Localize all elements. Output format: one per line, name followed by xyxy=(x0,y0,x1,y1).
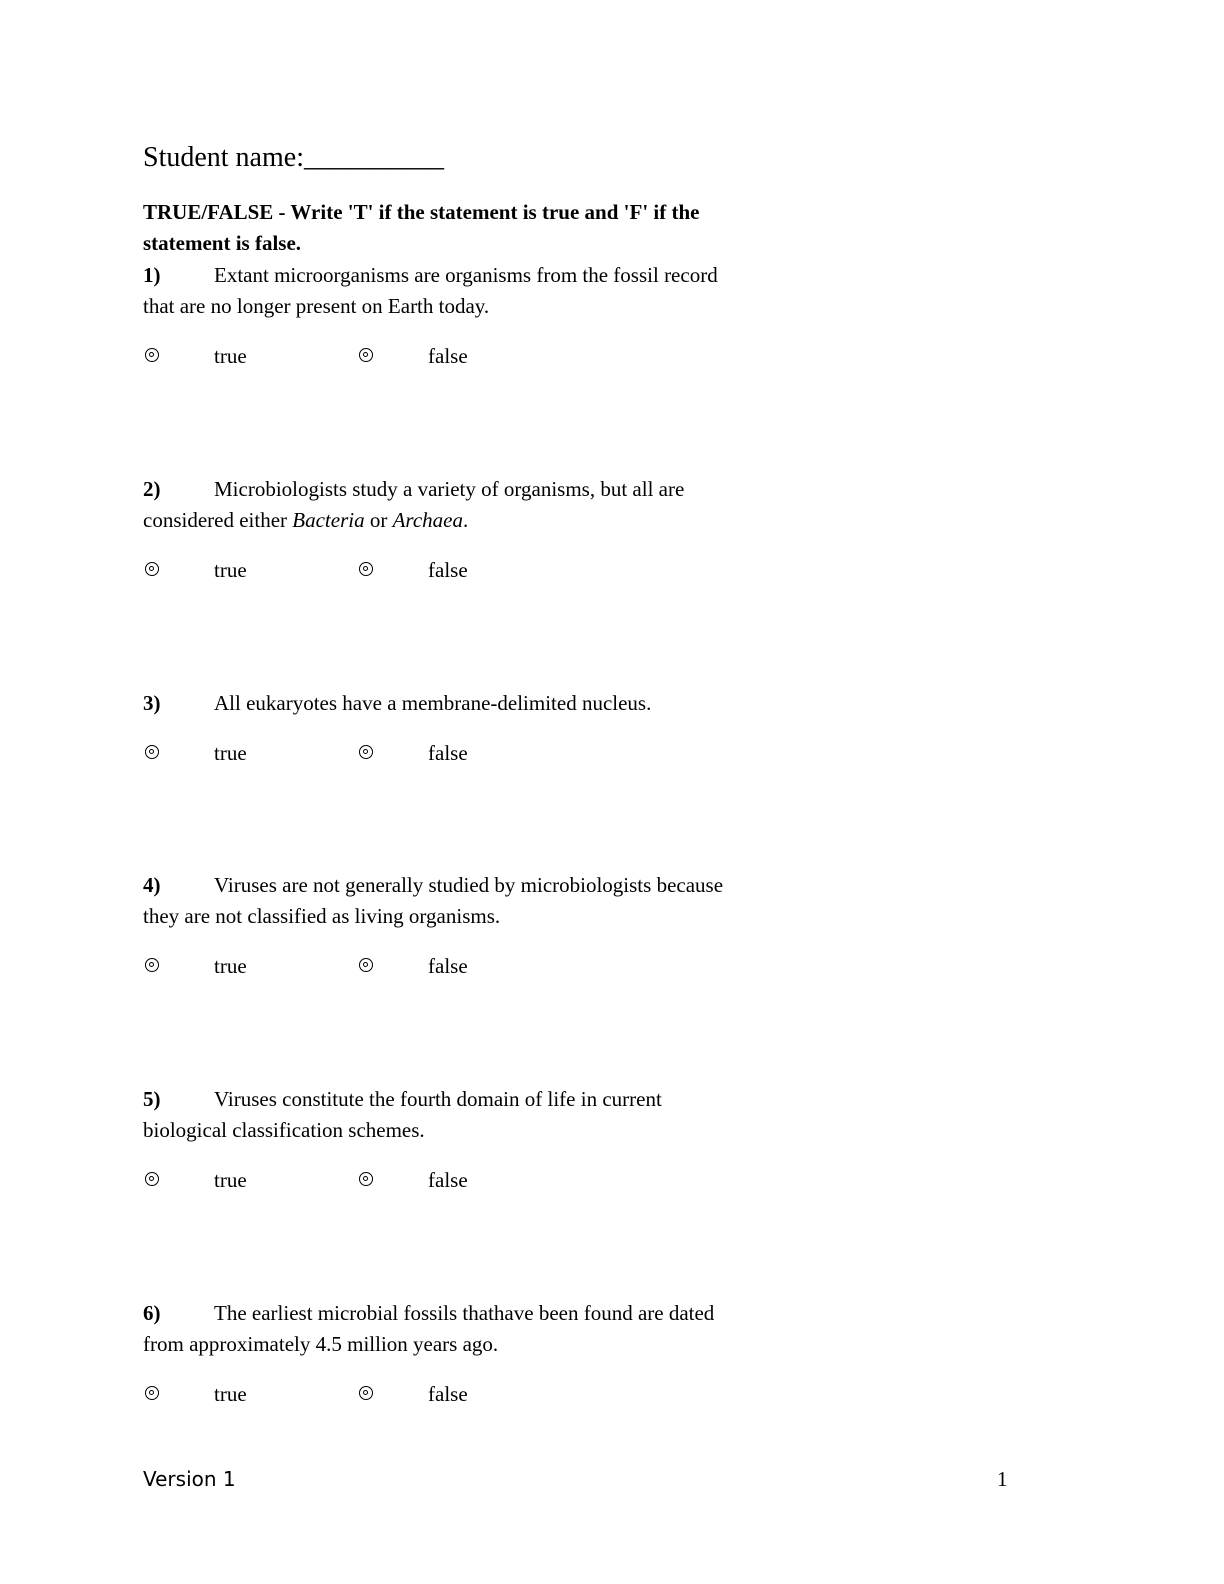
question-text xyxy=(143,1084,743,1146)
true-option-label[interactable]: true xyxy=(214,741,247,765)
question-text xyxy=(143,1298,743,1360)
true-radio-icon[interactable] xyxy=(145,562,159,576)
question-number: 3) xyxy=(143,691,161,715)
question-statement: The earliest microbial fossils thathave been found are dated from approximately 4.5 million years ago. xyxy=(143,1301,715,1356)
question-statement: Extant microorganisms are organisms from the fossil record that are no longer present on Earth today. xyxy=(143,263,718,318)
true-option-label[interactable]: true xyxy=(214,344,247,368)
false-radio-icon[interactable] xyxy=(359,1386,373,1400)
question-text xyxy=(143,260,743,322)
page-number: 1 xyxy=(997,1467,1008,1491)
true-option-label[interactable]: true xyxy=(214,954,247,978)
true-radio-icon[interactable] xyxy=(145,745,159,759)
question-statement: Viruses are not generally studied by microbiologists because they are not classified as living organisms. xyxy=(143,873,724,928)
answer-choices xyxy=(143,738,743,768)
italic-term-archaea: Archaea xyxy=(392,508,463,532)
question-connector: or xyxy=(364,508,393,532)
true-radio-icon[interactable] xyxy=(145,1172,159,1186)
true-option-label[interactable]: true xyxy=(214,558,247,582)
true-option-label[interactable]: true xyxy=(214,1168,247,1192)
question-text xyxy=(143,870,743,932)
question-6 xyxy=(143,1298,743,1409)
question-2 xyxy=(143,474,743,585)
false-option-label[interactable]: false xyxy=(428,558,468,582)
false-radio-icon[interactable] xyxy=(359,1172,373,1186)
false-option-label[interactable]: false xyxy=(428,344,468,368)
question-number: 1) xyxy=(143,263,161,287)
question-text xyxy=(143,688,743,719)
false-radio-icon[interactable] xyxy=(359,745,373,759)
footer-version: Version 1 xyxy=(143,1467,236,1491)
question-end: . xyxy=(462,508,469,532)
true-radio-icon[interactable] xyxy=(145,348,159,362)
question-number: 6) xyxy=(143,1301,161,1325)
answer-choices xyxy=(143,1379,743,1409)
false-option-label[interactable]: false xyxy=(428,741,468,765)
question-number: 4) xyxy=(143,873,161,897)
question-text xyxy=(143,474,743,536)
question-5 xyxy=(143,1084,743,1195)
false-radio-icon[interactable] xyxy=(359,562,373,576)
answer-choices xyxy=(143,1165,743,1195)
question-statement: All eukaryotes have a membrane-delimited nucleus. xyxy=(214,691,652,715)
answer-choices xyxy=(143,341,743,371)
student-name-label: Student name:__________ xyxy=(143,142,444,173)
question-1 xyxy=(143,260,743,371)
question-3 xyxy=(143,688,743,768)
answer-choices xyxy=(143,555,743,585)
instructions-heading: TRUE/FALSE - Write 'T' if the statement is true and 'F' if the statement is false. xyxy=(143,200,700,255)
question-statement: Microbiologists study a variety of organisms, but all are considered either xyxy=(143,477,685,532)
false-radio-icon[interactable] xyxy=(359,958,373,972)
question-statement: Viruses constitute the fourth domain of life in current biological classification schemes. xyxy=(143,1087,662,1142)
true-option-label[interactable]: true xyxy=(214,1382,247,1406)
false-option-label[interactable]: false xyxy=(428,1168,468,1192)
question-4 xyxy=(143,870,743,981)
true-radio-icon[interactable] xyxy=(145,958,159,972)
false-radio-icon[interactable] xyxy=(359,348,373,362)
italic-term-bacteria: Bacteria xyxy=(292,508,365,532)
false-option-label[interactable]: false xyxy=(428,1382,468,1406)
question-number: 5) xyxy=(143,1087,161,1111)
true-radio-icon[interactable] xyxy=(145,1386,159,1400)
answer-choices xyxy=(143,951,743,981)
false-option-label[interactable]: false xyxy=(428,954,468,978)
question-number: 2) xyxy=(143,477,161,501)
